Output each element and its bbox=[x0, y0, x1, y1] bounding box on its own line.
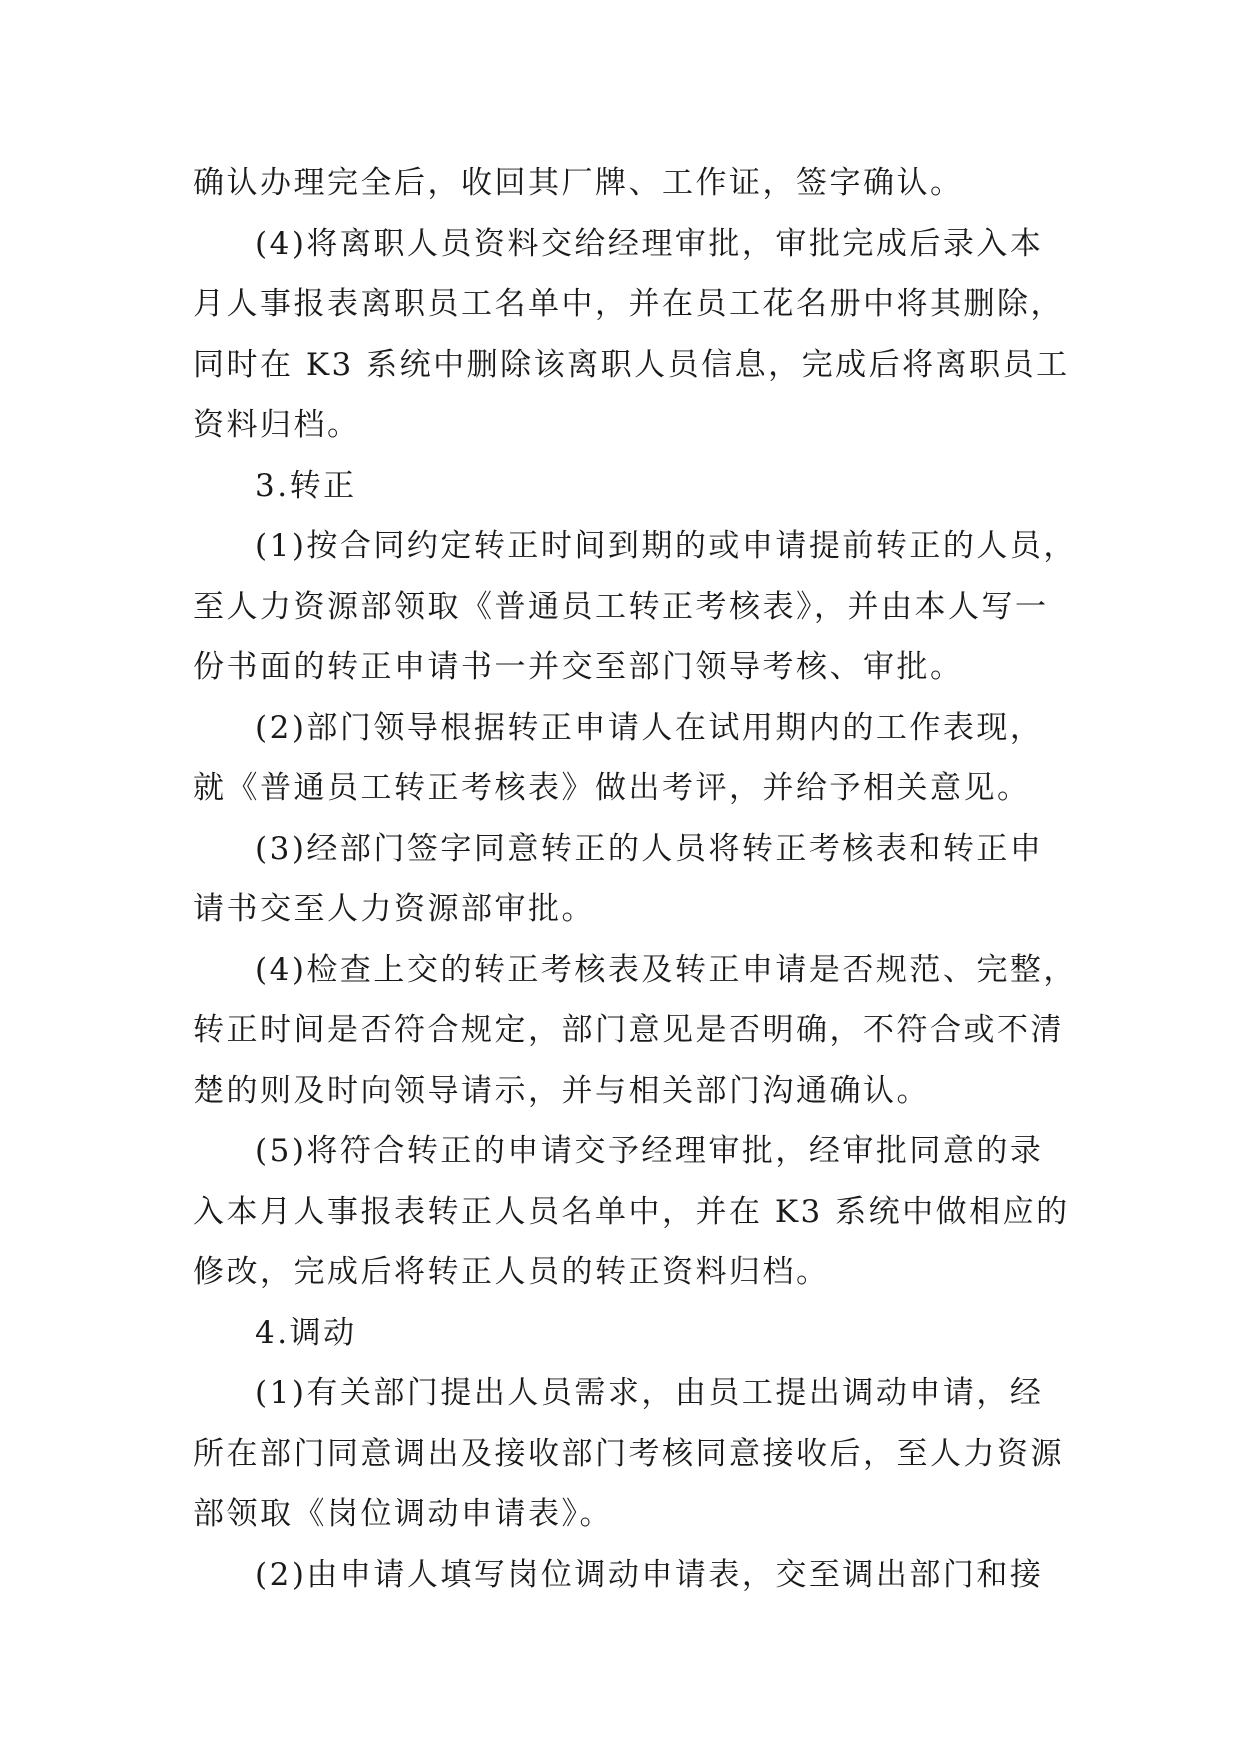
text-line: 就《普通员工转正考核表》做出考评，并给予相关意见。 bbox=[193, 770, 1031, 806]
text-line: (4)将离职人员资料交给经理审批，审批完成后录入本 bbox=[255, 225, 1044, 262]
text-line: 修改，完成后将转正人员的转正资料归档。 bbox=[193, 1254, 830, 1290]
text-line: (4)检查上交的转正考核表及转正申请是否规范、完整， bbox=[255, 951, 1077, 988]
text-line: 转正时间是否符合规定，部门意见是否明确，不符合或不清 bbox=[193, 1012, 1064, 1048]
text-line: (3)经部门签字同意转正的人员将转正考核表和转正申 bbox=[255, 830, 1044, 867]
text-line: (1)有关部门提出人员需求，由员工提出调动申请，经 bbox=[255, 1375, 1044, 1411]
text-line: 所在部门同意调出及接收部门考核同意接收后，至人力资源 bbox=[193, 1435, 1064, 1472]
text-line: 确认办理完全后，收回其厂牌、工作证，签字确认。 bbox=[193, 165, 964, 201]
text-line: 楚的则及时向领导请示，并与相关部门沟通确认。 bbox=[193, 1072, 930, 1109]
text-line: (2)部门领导根据转正申请人在试用期内的工作表现， bbox=[255, 709, 1044, 746]
text-line: (2)由申请人填写岗位调动申请表，交至调出部门和接 bbox=[255, 1556, 1044, 1593]
document-body bbox=[193, 153, 1077, 1605]
text-line: 同时在 K3 系统中删除该离职人员信息，完成后将离职员工 bbox=[193, 346, 1070, 383]
text-line: 月人事报表离职员工名单中，并在员工花名册中将其删除， bbox=[193, 286, 1064, 322]
section-heading: 3.转正 bbox=[255, 467, 357, 504]
text-line: 部领取《岗位调动申请表》。 bbox=[193, 1496, 613, 1532]
text-line: (5)将符合转正的申请交予经理审批，经审批同意的录 bbox=[255, 1133, 1044, 1169]
text-line: 请书交至人力资源部审批。 bbox=[193, 891, 595, 927]
text-line: 资料归档。 bbox=[193, 407, 361, 443]
text-line: 入本月人事报表转正人员名单中，并在 K3 系统中做相应的 bbox=[193, 1193, 1070, 1230]
text-line: (1)按合同约定转正时间到期的或申请提前转正的人员， bbox=[255, 528, 1077, 564]
text-line: 至人力资源部领取《普通员工转正考核表》，并由本人写一 bbox=[193, 588, 1049, 625]
section-heading: 4.调动 bbox=[255, 1314, 357, 1351]
text-line: 份书面的转正申请书一并交至部门领导考核、审批。 bbox=[193, 649, 964, 685]
